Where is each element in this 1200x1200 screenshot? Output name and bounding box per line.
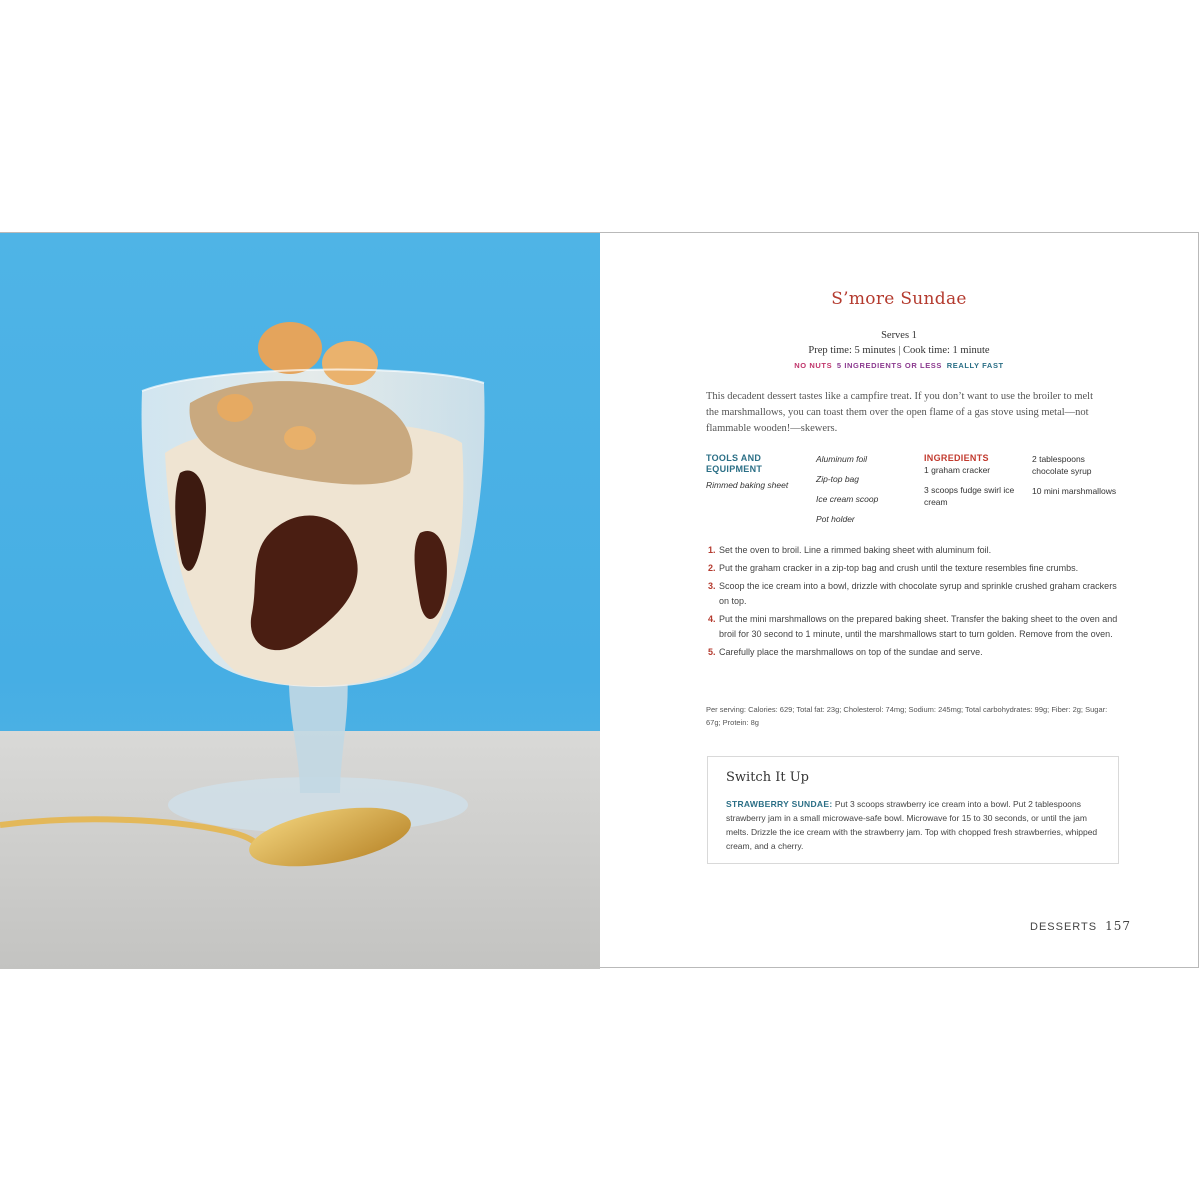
step-text: Carefully place the marshmallows on top of the sundae and serve. [719, 647, 983, 657]
variation-text: Put 3 scoops strawberry ice cream into a bowl. Put 2 tablespoons strawberry jam in a small microwave-safe bowl. Microwave for 15 to 30 seconds, or until the jam melts. Drizzle the ice cream with the strawberry jam. Top with chopped fresh strawberries, whipped cream, and a cherry. [726, 799, 1098, 851]
tool-item: Pot holder [816, 514, 855, 524]
recipe-page [600, 233, 1198, 967]
step-text: Put the graham cracker in a zip-top bag and crush until the texture resembles fine crumbs. [719, 563, 1079, 573]
tools-column-1 [706, 453, 802, 492]
step-item [708, 561, 1118, 576]
switch-it-up-heading: Switch It Up [726, 770, 809, 785]
step-text: Put the mini marshmallows on the prepared baking sheet. Transfer the baking sheet to the oven and broil for 30 second to 1 minute, until the marshmallows start to turn golden. Remove from the oven. [719, 614, 1118, 639]
page-footer [1030, 919, 1131, 933]
tools-column-2 [816, 453, 916, 526]
tool-item: Ice cream scoop [816, 494, 879, 504]
sundae-photo [0, 233, 600, 969]
step-item [708, 612, 1118, 642]
switch-it-up-body [726, 797, 1106, 853]
ingredients-column-1 [924, 453, 1022, 508]
step-item [708, 645, 1118, 660]
tag-no-nuts: NO NUTS [794, 361, 833, 370]
tag-really-fast: REALLY FAST [946, 361, 1004, 370]
nutrition-facts: Per serving: Calories: 629; Total fat: 23g; Cholesterol: 74mg; Sodium: 245mg; Total carbohydrates: 99g; Fiber: 2g; Sugar: 67g; Protein: 8g [706, 705, 1108, 727]
step-item [708, 579, 1118, 609]
sundae-glass-icon [0, 233, 600, 969]
step-item [708, 543, 1118, 558]
step-number: 2. [708, 563, 716, 573]
book-spread [0, 232, 1199, 968]
recipe-steps [708, 543, 1118, 663]
step-text: Scoop the ice cream into a bowl, drizzle with chocolate syrup and sprinkle crushed graham crackers on top. [719, 581, 1117, 606]
switch-it-up-box [707, 756, 1119, 864]
section-name: DESSERTS [1030, 921, 1098, 933]
recipe-tags [600, 361, 1198, 370]
ingredient-item: 10 mini marshmallows [1032, 486, 1117, 496]
step-number: 3. [708, 581, 716, 591]
step-number: 5. [708, 647, 716, 657]
ingredients-heading: INGREDIENTS [924, 453, 989, 463]
step-text: Set the oven to broil. Line a rimmed baking sheet with aluminum foil. [719, 545, 992, 555]
recipe-title: S’more Sundae [831, 289, 967, 309]
recipe-times: Prep time: 5 minutes | Cook time: 1 minute [808, 345, 990, 356]
variation-title: STRAWBERRY SUNDAE: [726, 799, 833, 809]
tools-heading [706, 453, 802, 475]
ingredient-item: 1 graham cracker [924, 465, 991, 475]
recipe-serves: Serves 1 [881, 330, 917, 341]
ingredient-item: 2 tablespoons chocolate syrup [1032, 454, 1092, 476]
tools-heading-line1: TOOLS AND [706, 453, 762, 463]
tool-item: Aluminum foil [816, 454, 868, 464]
step-number: 4. [708, 614, 716, 624]
recipe-intro: This decadent dessert tastes like a campfire treat. If you don’t want to use the broiler to melt the marshmallows, you can toast them over the open flame of a gas stove using metal—not flammable wooden!—skewers. [706, 391, 1094, 434]
page-number: 157 [1105, 919, 1132, 933]
ingredients-column-2 [1032, 453, 1122, 497]
tool-item: Rimmed baking sheet [706, 480, 789, 490]
tool-item: Zip-top bag [816, 474, 859, 484]
tools-heading-line2: EQUIPMENT [706, 464, 763, 474]
step-number: 1. [708, 545, 716, 555]
tag-5-ingredients: 5 INGREDIENTS OR LESS [836, 361, 943, 370]
ingredient-item: 3 scoops fudge swirl ice cream [924, 485, 1015, 507]
